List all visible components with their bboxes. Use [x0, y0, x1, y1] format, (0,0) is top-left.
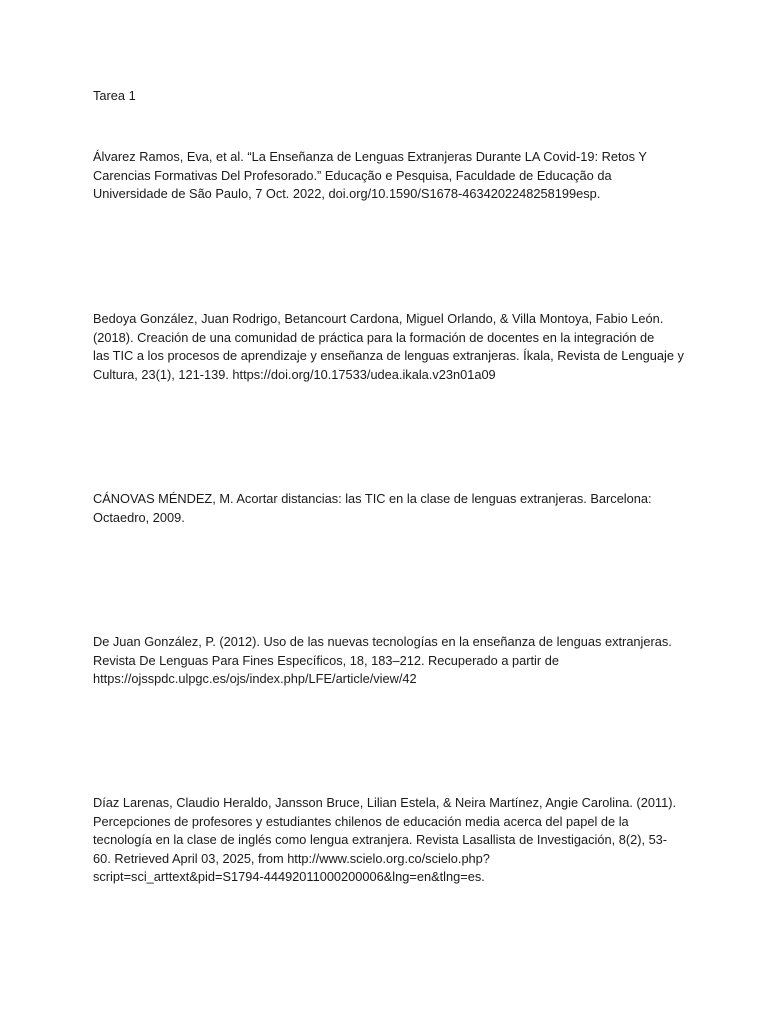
reference-entry	[93, 148, 683, 204]
reference-entry	[93, 794, 683, 887]
reference-line: Díaz Larenas, Claudio Heraldo, Jansson Bruce, Lilian Estela, & Neira Martínez, Angie Carolina. (2011).	[93, 795, 677, 810]
reference-line: script=sci_arttext&pid=S1794-44492011000200006&lng=en&tlng=es.	[93, 869, 485, 884]
document-title: Tarea 1	[93, 88, 136, 103]
reference-line: Cultura, 23(1), 121-139. https://doi.org/10.17533/udea.ikala.v23n01a09	[93, 366, 496, 382]
reference-line: De Juan González, P. (2012). Uso de las nuevas tecnologías en la enseñanza de lenguas extranjeras.	[93, 634, 672, 649]
reference-entry	[93, 310, 683, 384]
reference-line: las TIC a los procesos de aprendizaje y enseñanza de lenguas extranjeras. Íkala, Revista de Lenguaje y	[93, 348, 684, 363]
reference-line: tecnología en la clase de inglés como lengua extranjera. Revista Lasallista de Investigación, 8(2), 53-	[93, 832, 668, 847]
reference-line: Bedoya González, Juan Rodrigo, Betancourt Cardona, Miguel Orlando, & Villa Montoya, Fabio León.	[93, 311, 664, 326]
reference-line: Percepciones de profesores y estudiantes chilenos de educación media acerca del papel de la	[93, 813, 629, 829]
reference-line: Revista De Lenguas Para Fines Específicos, 18, 183–212. Recuperado a partir de	[93, 652, 559, 668]
reference-entry	[93, 490, 683, 527]
reference-line: (2018). Creación de una comunidad de práctica para la formación de docentes en la integración de	[93, 329, 655, 345]
reference-line: Carencias Formativas Del Profesorado.” Educação e Pesquisa, Faculdade de Educação da	[93, 167, 612, 183]
reference-line: Universidade de São Paulo, 7 Oct. 2022, doi.org/10.1590/S1678-4634202248258199esp.	[93, 186, 601, 201]
reference-line: Álvarez Ramos, Eva, et al. “La Enseñanza de Lenguas Extranjeras Durante LA Covid-19: Retos Y	[93, 149, 647, 164]
reference-line: CÁNOVAS MÉNDEZ, M. Acortar distancias: las TIC en la clase de lenguas extranjeras. Barcelona:	[93, 491, 652, 506]
reference-entry	[93, 633, 683, 689]
reference-line: 60. Retrieved April 03, 2025, from http://www.scielo.org.co/scielo.php?	[93, 850, 490, 866]
reference-line: https://ojsspdc.ulpgc.es/ojs/index.php/LFE/article/view/42	[93, 671, 417, 686]
reference-line: Octaedro, 2009.	[93, 509, 185, 525]
